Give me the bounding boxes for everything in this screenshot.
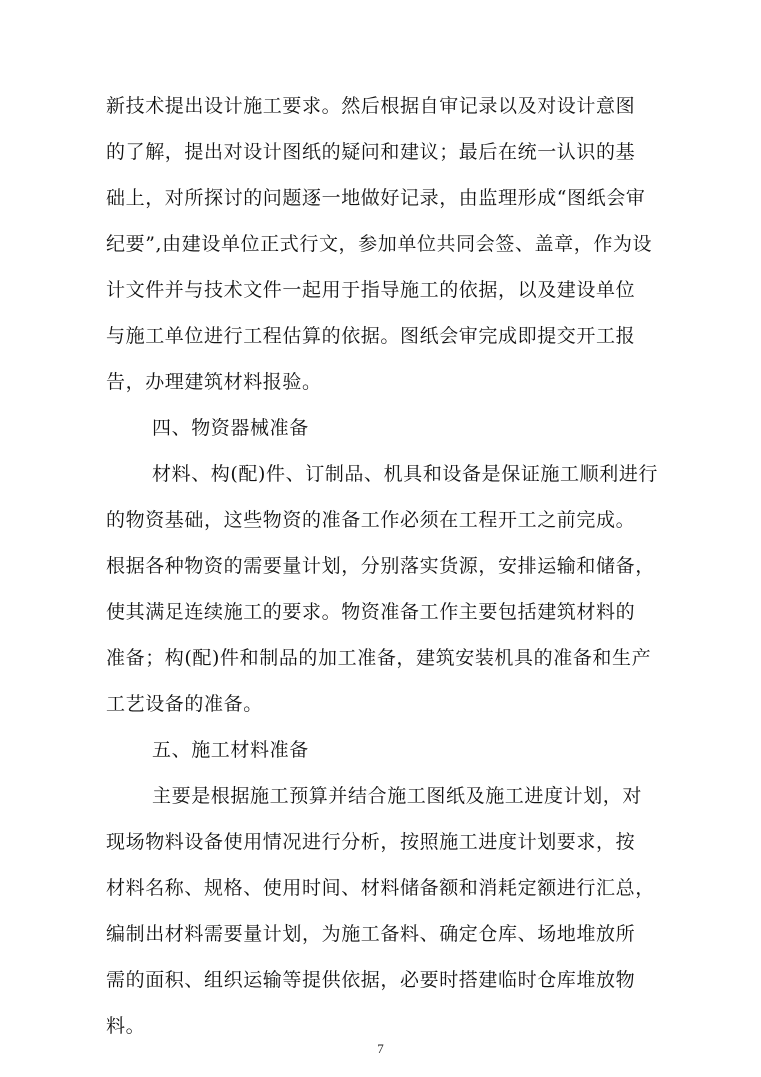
text-line: 纪要”,由建设单位正式行文，参加单位共同会签、盖章，作为设 [106, 233, 653, 255]
text-line: 计文件并与技术文件一起用于指导施工的依据，以及建设单位 [106, 279, 636, 301]
text-line: 使其满足连续施工的要求。物资准备工作主要包括建筑材料的 [106, 601, 636, 623]
text-line: 与施工单位进行工程估算的依据。图纸会审完成即提交开工报 [106, 325, 636, 347]
text-line: 现场物料设备使用情况进行分析，按照施工进度计划要求，按 [106, 831, 636, 853]
text-line: 工艺设备的准备。 [106, 693, 263, 715]
text-line: 告，办理建筑材料报验。 [106, 371, 322, 393]
section-heading-4: 四、物资器械准备 [152, 417, 309, 439]
text-line: 编制出材料需要量计划，为施工备料、确定仓库、场地堆放所 [106, 923, 636, 945]
text-line: 础上，对所探讨的问题逐一地做好记录，由监理形成“图纸会审 [106, 187, 646, 209]
text-line: 材料、构(配)件、订制品、机具和设备是保证施工顺利进行 [152, 463, 659, 485]
text-line: 的了解，提出对设计图纸的疑问和建议；最后在统一认识的基 [106, 141, 636, 163]
text-line: 准备；构(配)件和制品的加工准备，建筑安装机具的准备和生产 [106, 647, 652, 669]
text-line: 的物资基础，这些物资的准备工作必须在工程开工之前完成。 [106, 509, 636, 531]
text-line: 需的面积、组织运输等提供依据，必要时搭建临时仓库堆放物 [106, 969, 636, 991]
text-line: 主要是根据施工预算并结合施工图纸及施工进度计划，对 [152, 785, 643, 807]
text-line: 新技术提出设计施工要求。然后根据自审记录以及对设计意图 [106, 95, 636, 117]
section-heading-5: 五、施工材料准备 [152, 739, 309, 761]
text-line: 材料名称、规格、使用时间、材料储备额和消耗定额进行汇总， [106, 877, 655, 899]
text-line: 根据各种物资的需要量计划，分别落实货源，安排运输和储备， [106, 555, 655, 577]
text-line: 料。 [106, 1015, 146, 1037]
page-number: 7 [377, 1041, 384, 1056]
